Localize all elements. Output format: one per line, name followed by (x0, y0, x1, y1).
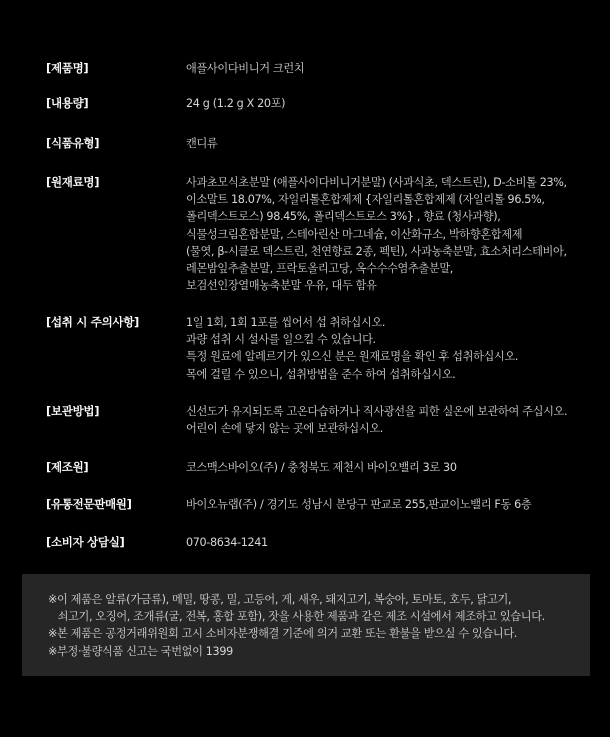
notice-text (48, 591, 545, 660)
value-line: 식물성크림혼합분말, 스테아린산 마그네슘, 이산화규소, 박하향혼합제제 (186, 227, 523, 241)
value-line: 1일 1회, 1회 1포를 씹어서 섭 취하십시오. (186, 316, 386, 329)
value-line: 코스맥스바이오(주) / 충청북도 제천시 바이오밸리 3로 30 (186, 461, 457, 474)
value-line: 특정 원료에 알레르기가 있으신 분은 원재료명을 확인 후 섭취하십시오. (186, 350, 519, 364)
label-distributor: [유통전문판매원] (46, 497, 132, 511)
value-consumer-center (186, 534, 596, 551)
allergen-notice-box (22, 574, 590, 676)
notice-line: ※이 제품은 알류(가금류), 메밀, 땅콩, 밀, 고등어, 게, 새우, 돼지고기, 복숭아, 토마토, 호두, 닭고기, (48, 593, 512, 606)
notice-line: ※부정·불량식품 신고는 국번없이 1399 (48, 644, 233, 658)
value-line: 캔디류 (186, 137, 218, 150)
value-line: 보검선인장열매농축분말 우유, 대두 함유 (186, 279, 377, 293)
label-intake-caution: [섭취 시 주의사항] (46, 315, 139, 329)
value-line: 사과초모식초분말 (애플사이다비니거분말) (사과식초, 덱스트린), D-소비톨 23%, (186, 176, 567, 189)
value-line: 24 g (1.2 g X 20포) (186, 97, 286, 110)
value-line: 폴리덱스트로스) 98.45%, 폴리덱스트로스 3%} , 향료 (청사과향), (186, 210, 501, 224)
value-line: 과량 섭취 시 설사를 일으킬 수 있습니다. (186, 333, 376, 347)
label-product-name: [제품명] (46, 61, 89, 75)
value-storage (186, 403, 596, 437)
value-net-weight (186, 95, 596, 112)
value-line: 레몬밤잎추출분말, 프락토올리고당, 옥수수수염추출분말, (186, 262, 454, 276)
value-line: 어린이 손에 닿지 않는 곳에 보관하십시오. (186, 422, 384, 436)
label-storage: [보관방법] (46, 404, 100, 418)
value-intake-caution (186, 314, 596, 383)
value-line: 이소말트 18.07%, 자일리톨혼합제제 {자일리톨혼합제제 (자일리톨 96.5%, (186, 193, 545, 207)
notice-line: 쇠고기, 오징어, 조개류(굴, 전복, 홍합 포함), 잣을 사용한 제품과 같은 제조 시설에서 제조하고 있습니다. (48, 610, 545, 624)
value-line: (물엿, β-시클로 덱스트린, 천연향료 2종, 펙틴), 사과농축분말, 효소처리스테비아, (186, 244, 567, 258)
value-line: 바이오뉴랩(주) / 경기도 성남시 분당구 판교로 255,판교이노밸리 F동 6층 (186, 498, 532, 511)
value-ingredients (186, 174, 596, 294)
label-ingredients: [원재료명] (46, 175, 100, 189)
value-line: 애플사이다비니거 크런치 (186, 62, 305, 75)
label-manufacturer: [제조원] (46, 460, 89, 474)
value-manufacturer (186, 459, 596, 476)
value-food-type (186, 135, 596, 152)
label-food-type: [식품유형] (46, 136, 100, 150)
value-line: 070-8634-1241 (186, 536, 268, 549)
notice-line: ※본 제품은 공정거래위원회 고시 소비자분쟁해결 기준에 의거 교환 또는 환불을 받으실 수 있습니다. (48, 627, 517, 641)
value-product-name (186, 60, 596, 77)
value-distributor (186, 496, 596, 513)
value-line: 목에 걸릴 수 있으니, 섭취방법을 준수 하여 섭취하십시오. (186, 367, 456, 381)
value-line: 신선도가 유지되도록 고온다습하거나 직사광선을 피한 실온에 보관하여 주십시오. (186, 405, 568, 418)
label-net-weight: [내용량] (46, 96, 89, 110)
label-consumer-center: [소비자 상담실] (46, 535, 125, 549)
